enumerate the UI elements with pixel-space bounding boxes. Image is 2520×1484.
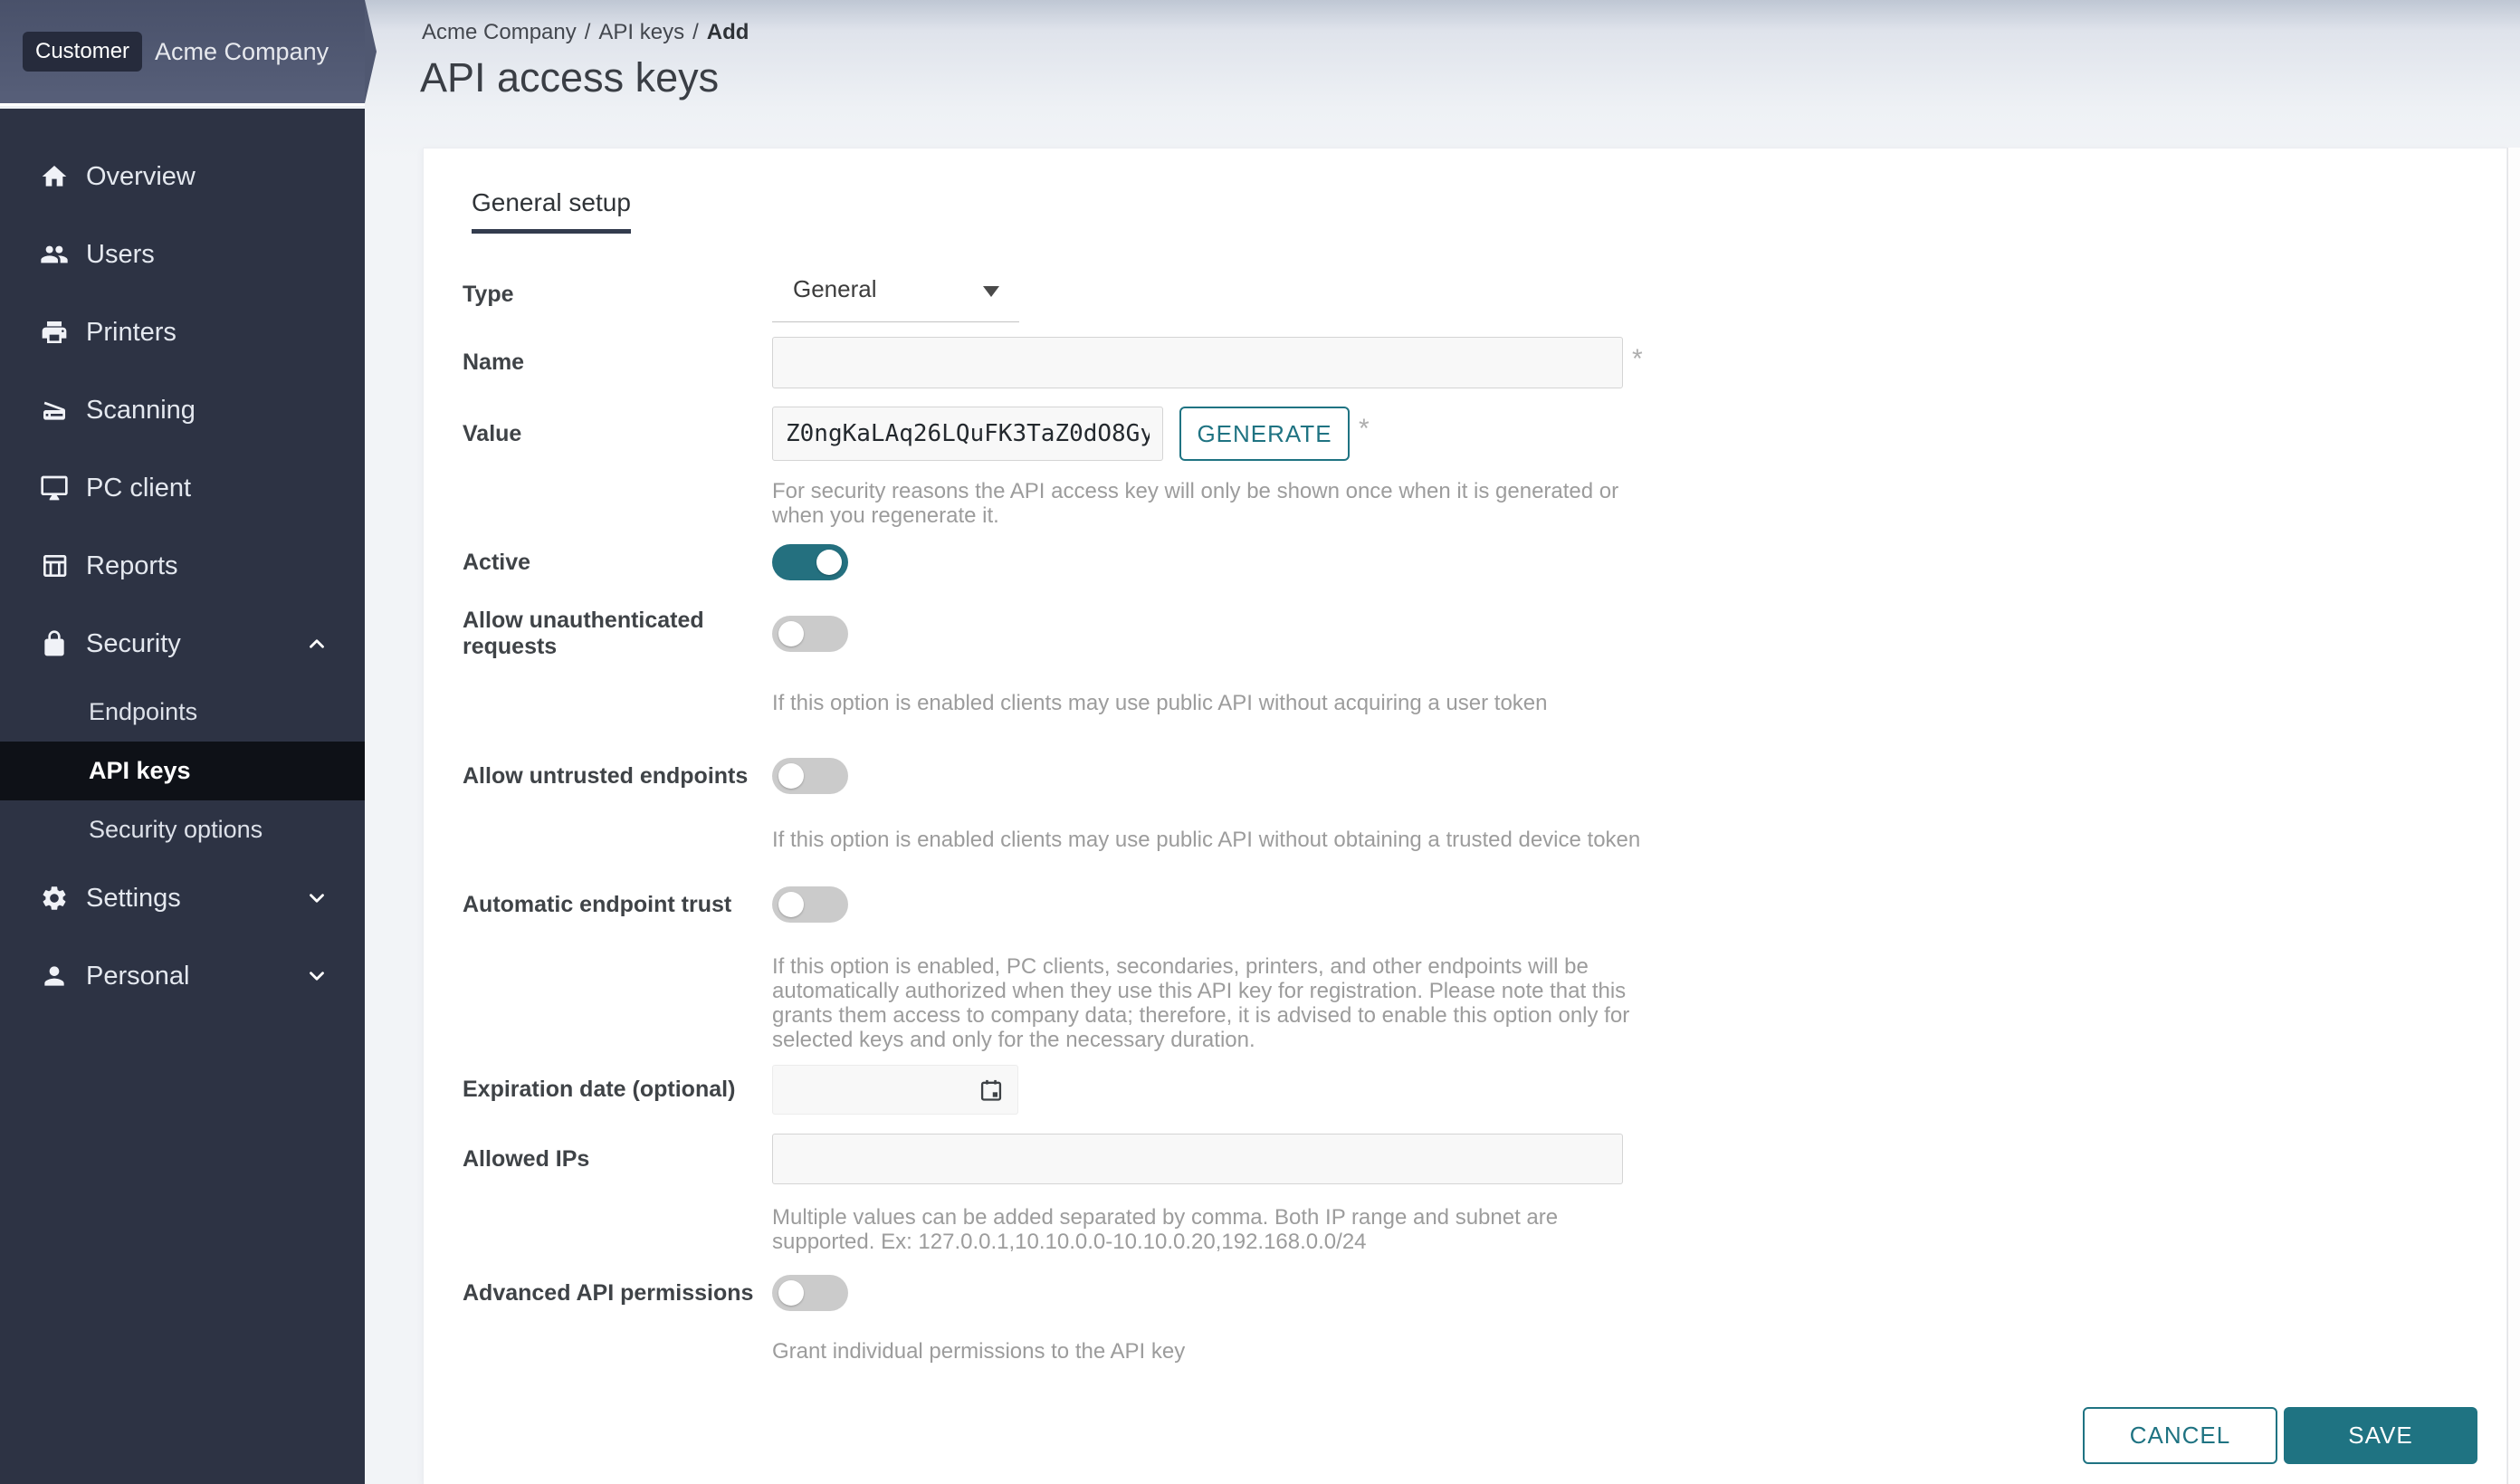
breadcrumb-current: Add [706,20,749,44]
sidebar [0,109,365,1484]
breadcrumb-api-keys[interactable]: API keys [598,20,685,44]
advanced-api-permissions-label: Advanced API permissions [463,1279,754,1306]
sidebar-item-label: Settings [86,883,181,913]
chevron-down-icon [305,964,329,988]
allow-unauthenticated-helper-text: If this option is enabled clients may use public API without acquiring a user token [772,691,1548,715]
sidebar-item-label: PC client [86,473,192,503]
sidebar-item-personal[interactable] [0,937,365,1015]
sidebar-item-label: Security [86,628,181,658]
sidebar-subitem-label: API keys [89,757,191,784]
caret-down-icon [983,286,999,297]
toggle-knob [778,1280,804,1306]
desktop-icon [40,474,69,503]
advanced-api-permissions-helper-text: Grant individual permissions to the API key [772,1339,1186,1364]
home-icon [40,162,69,191]
sidebar-item-label: Scanning [86,395,196,425]
customer-badge: Customer [23,32,142,72]
toggle-knob [816,550,842,575]
printer-icon [40,318,69,347]
breadcrumb-separator: / [584,20,591,44]
allow-unauthenticated-row [463,608,2506,660]
allow-untrusted-toggle[interactable] [772,758,848,794]
allowed-ips-input[interactable] [772,1134,1623,1184]
automatic-endpoint-trust-label: Automatic endpoint trust [463,891,732,917]
allow-unauthenticated-label: Allow unauthenticated requests [463,608,704,659]
type-row [463,266,2506,322]
tab-general-setup[interactable]: General setup [472,188,631,234]
expiration-date-input[interactable] [773,1066,981,1114]
required-marker: * [1632,344,1643,374]
allow-untrusted-row [463,758,2506,794]
automatic-endpoint-trust-row [463,886,2506,923]
allowed-ips-label: Allowed IPs [463,1145,590,1172]
sidebar-item-reports[interactable] [0,527,365,605]
generate-button[interactable]: GENERATE [1179,407,1350,461]
save-button[interactable]: SAVE [2284,1407,2477,1464]
sidebar-item-endpoints[interactable] [0,683,365,742]
expiration-date-label: Expiration date (optional) [463,1077,736,1102]
toggle-knob [778,621,804,646]
breadcrumb-company[interactable]: Acme Company [422,20,577,44]
value-row [463,407,2506,461]
toggle-knob [778,763,804,789]
sidebar-item-scanning[interactable] [0,371,365,449]
value-input[interactable] [772,407,1163,461]
users-icon [40,240,69,269]
advanced-api-permissions-row [463,1275,2506,1311]
sidebar-item-pc-client[interactable] [0,449,365,527]
scanner-icon [40,396,69,425]
reports-icon [40,551,69,580]
toggle-knob [778,892,804,917]
cancel-button[interactable]: CANCEL [2083,1407,2277,1464]
allow-untrusted-helper-text: If this option is enabled clients may use public API without obtaining a trusted device token [772,828,1641,852]
api-key-form [424,266,2506,1364]
name-input[interactable] [772,337,1623,388]
name-label: Name [463,349,525,375]
expiration-date-field [772,1065,1018,1115]
content-card [423,148,2507,1484]
form-actions [2083,1407,2477,1464]
value-helper-text: For security reasons the API access key will only be shown once when it is generated or when you regenerate it. [772,479,1619,528]
lock-icon [40,629,69,658]
breadcrumb [422,20,749,45]
sidebar-item-label: Personal [86,961,190,991]
active-toggle[interactable] [772,544,848,580]
calendar-icon[interactable] [978,1077,1004,1103]
active-label: Active [463,549,531,575]
type-dropdown-value: General [793,275,877,302]
sidebar-item-security[interactable] [0,605,365,683]
customer-header [0,0,365,106]
sidebar-item-printers[interactable] [0,293,365,371]
type-label: Type [463,281,514,307]
advanced-api-permissions-toggle[interactable] [772,1275,848,1311]
active-row [463,544,2506,580]
expiration-date-row [463,1065,2506,1115]
sidebar-item-label: Printers [86,317,177,347]
sidebar-item-label: Overview [86,161,196,191]
person-icon [40,962,69,991]
customer-name: Acme Company [155,37,329,65]
allowed-ips-helper-text: Multiple values can be added separated by comma. Both IP range and subnet are supported. Ex: 127.0.0.1,10.10.0.0-10.10.0.20,192.168.0.0/24 [772,1205,1559,1254]
security-submenu [0,683,365,859]
type-dropdown[interactable] [772,266,1019,322]
allow-untrusted-label: Allow untrusted endpoints [463,762,749,789]
chevron-down-icon [305,886,329,910]
sidebar-item-users[interactable] [0,215,365,293]
name-row [463,337,2506,388]
sidebar-item-label: Users [86,239,155,269]
sidebar-item-overview[interactable] [0,138,365,215]
page-scrollbar[interactable] [2507,148,2520,1484]
allowed-ips-row [463,1134,2506,1184]
sidebar-subitem-label: Endpoints [89,698,198,725]
sidebar-item-label: Reports [86,551,178,580]
chevron-up-icon [305,632,329,656]
required-marker: * [1359,414,1370,444]
allow-unauthenticated-toggle[interactable] [772,616,848,652]
value-label: Value [463,420,522,446]
sidebar-item-security-options[interactable] [0,800,365,859]
page-title: API access keys [420,54,720,101]
breadcrumb-separator: / [692,20,699,44]
automatic-endpoint-trust-toggle[interactable] [772,886,848,923]
sidebar-item-api-keys[interactable] [0,742,365,800]
sidebar-subitem-label: Security options [89,816,263,843]
sidebar-item-settings[interactable] [0,859,365,937]
gear-icon [40,884,69,913]
automatic-endpoint-trust-helper-text: If this option is enabled, PC clients, secondaries, printers, and other endpoints will be automatically authorized when they use this API key for registration. Please note that this grants them access to company data; therefore, it is advised to enable this option only for selected keys and only for the necessary duration. [772,954,1630,1052]
